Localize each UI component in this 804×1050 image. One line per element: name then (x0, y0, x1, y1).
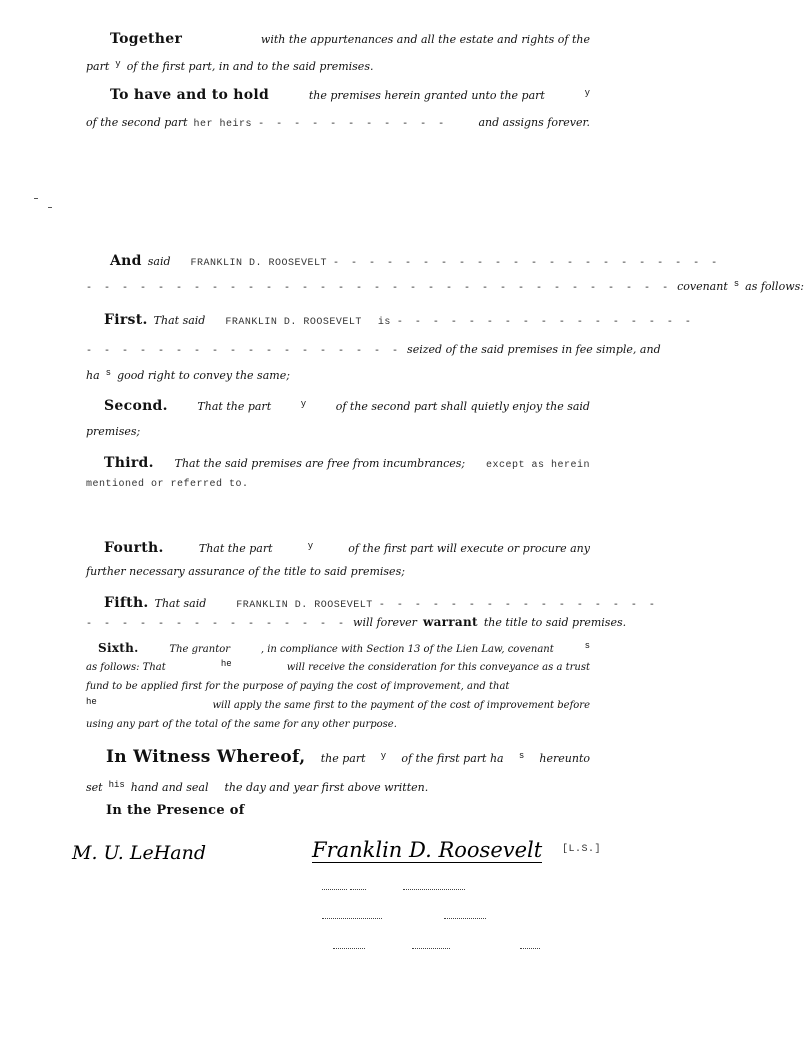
typed-name: FRANKLIN D. ROOSEVELT (225, 317, 362, 328)
text: premises; (86, 425, 141, 438)
third-line-2 (86, 478, 590, 492)
sixth-line-2 (86, 661, 590, 675)
heading-second: Second. (104, 398, 168, 414)
sixth-line-3 (86, 680, 590, 694)
text: the title to said premises. (483, 616, 627, 629)
text: will apply the same first to the payment of the cost of improvement before (212, 700, 590, 711)
typed-suffix: y (584, 88, 590, 98)
sixth-line-4 (86, 699, 590, 713)
scan-speck (48, 207, 52, 208)
together-line-2 (86, 60, 590, 75)
text: fund to be applied first for the purpose of paying the cost of improvement, and that (86, 681, 510, 692)
typed-suffix: s (733, 279, 740, 289)
signature-line (444, 918, 486, 919)
text: will forever (353, 616, 417, 629)
fourth-line-2 (86, 565, 590, 579)
typed-suffix: y (307, 541, 314, 551)
text: of the first part, in and to the said premises. (126, 60, 374, 73)
second-line-2 (86, 425, 590, 439)
fill-dashes: - - - - - - - - - - - - - - - (86, 619, 348, 630)
typed-text: is (377, 317, 391, 328)
text: seized of the said premises in fee simple, and (407, 343, 661, 356)
signature-line (403, 889, 465, 890)
typed-name: FRANKLIN D. ROOSEVELT (236, 600, 373, 611)
text: part (86, 60, 110, 73)
heading-sixth: Sixth. (98, 641, 139, 655)
warrant-word: warrant (422, 615, 478, 629)
text: covenant (677, 280, 728, 293)
fill-dashes: - - - - - - - - - - - (258, 119, 448, 130)
signature-line (333, 948, 365, 949)
text: using any part of the total of the same for any other purpose. (86, 719, 397, 730)
heading-in-the-presence-of: In the Presence of (106, 803, 245, 818)
typed-text: mentioned or referred to. (86, 479, 249, 490)
typed-pronoun: he (86, 697, 97, 707)
typed-pronoun: he (220, 659, 232, 669)
text: as follows: (745, 280, 804, 293)
typed-text: her heirs (193, 119, 253, 130)
first-line-1 (86, 312, 694, 330)
together-line-1 (86, 32, 590, 47)
fill-dashes: - - - - - - - - - - - - - - - - (378, 600, 658, 611)
fill-dashes: - - - - - - - - - - - - - - - - - - - - - - (333, 258, 721, 269)
fifth-line-1 (86, 595, 658, 613)
text: That the said premises are free from incumbrances; (174, 457, 466, 470)
heading-habendum: To have and to hold (110, 87, 270, 103)
third-line-1 (86, 456, 590, 473)
heading-first: First. (104, 312, 148, 328)
fill-dashes: - - - - - - - - - - - - - - - - - - (86, 346, 402, 357)
text: and assigns forever. (478, 116, 590, 129)
heading-fifth: Fifth. (104, 595, 149, 611)
typed-suffix: s (105, 368, 112, 378)
text: set (86, 781, 103, 794)
typed-pronoun: his (108, 780, 125, 790)
fill-dashes: - - - - - - - - - - - - - - - - - - - - - - - - - - - - - - - - - (86, 283, 672, 294)
heading-in-witness-whereof: In Witness Whereof, (106, 747, 306, 767)
text: will receive the consideration for this conveyance as a trust (286, 662, 590, 673)
text: further necessary assurance of the title to said premises; (86, 565, 405, 578)
text: That the part (198, 542, 273, 555)
fill-dashes: - - - - - - - - - - - - - - - - - (396, 317, 694, 328)
covenants-line-2 (86, 279, 804, 296)
text: That said (154, 597, 207, 610)
text: of the second part (86, 116, 188, 129)
sixth-line-1 (86, 641, 590, 657)
first-line-2 (86, 343, 661, 359)
signature-line (350, 889, 366, 890)
typed-suffix: s (584, 641, 590, 651)
text: the part (320, 752, 366, 765)
text: , in compliance with Section 13 of the Lien Law, covenant (260, 644, 554, 655)
first-line-3 (86, 369, 590, 384)
typed-text: except as herein (485, 460, 590, 471)
typed-suffix: s (518, 751, 525, 761)
habendum-line-1 (86, 88, 590, 104)
text: of the second part shall quietly enjoy the said (335, 400, 590, 413)
typed-suffix: y (300, 399, 307, 409)
signature-line (322, 918, 382, 919)
text: with the appurtenances and all the estate and rights of the (260, 33, 590, 46)
text: The grantor (169, 644, 231, 655)
scan-speck (34, 198, 38, 199)
seal-marker (562, 843, 602, 857)
fifth-line-2 (86, 615, 627, 632)
witness-signature: M. U. LeHand (72, 842, 207, 864)
text: hereunto (539, 752, 590, 765)
covenants-line-1 (86, 253, 721, 271)
heading-third: Third. (104, 455, 154, 471)
text: the day and year first above written. (224, 781, 429, 794)
heading-and: And (110, 253, 142, 269)
text: the premises herein granted unto the part (308, 89, 545, 102)
typed-suffix: y (380, 751, 387, 761)
witness-line-2 (86, 781, 590, 796)
signature-line (520, 948, 540, 949)
text: of the first part ha (401, 752, 504, 765)
seal-label: [L.S.] (562, 844, 602, 855)
typed-suffix: y (115, 59, 121, 69)
grantor-signature: Franklin D. Roosevelt (312, 838, 543, 862)
second-line-1 (86, 399, 590, 415)
text: good right to convey the same; (117, 369, 290, 382)
text: That the part (197, 400, 272, 413)
text: of the first part will execute or procure any (348, 542, 590, 555)
text: as follows: That (86, 662, 166, 673)
signature-line (412, 948, 450, 949)
heading-together: Together (110, 31, 183, 47)
witness-line-1 (86, 747, 590, 767)
habendum-line-2 (86, 116, 590, 132)
text: said (147, 255, 171, 268)
sixth-line-5 (86, 718, 590, 732)
signature-line (322, 889, 347, 890)
fourth-line-1 (86, 541, 590, 557)
typed-name: FRANKLIN D. ROOSEVELT (190, 258, 328, 269)
text: That said (153, 314, 206, 327)
text: hand and seal (130, 781, 209, 794)
text: ha (86, 369, 100, 382)
heading-fourth: Fourth. (104, 540, 164, 556)
presence-line (86, 804, 590, 818)
